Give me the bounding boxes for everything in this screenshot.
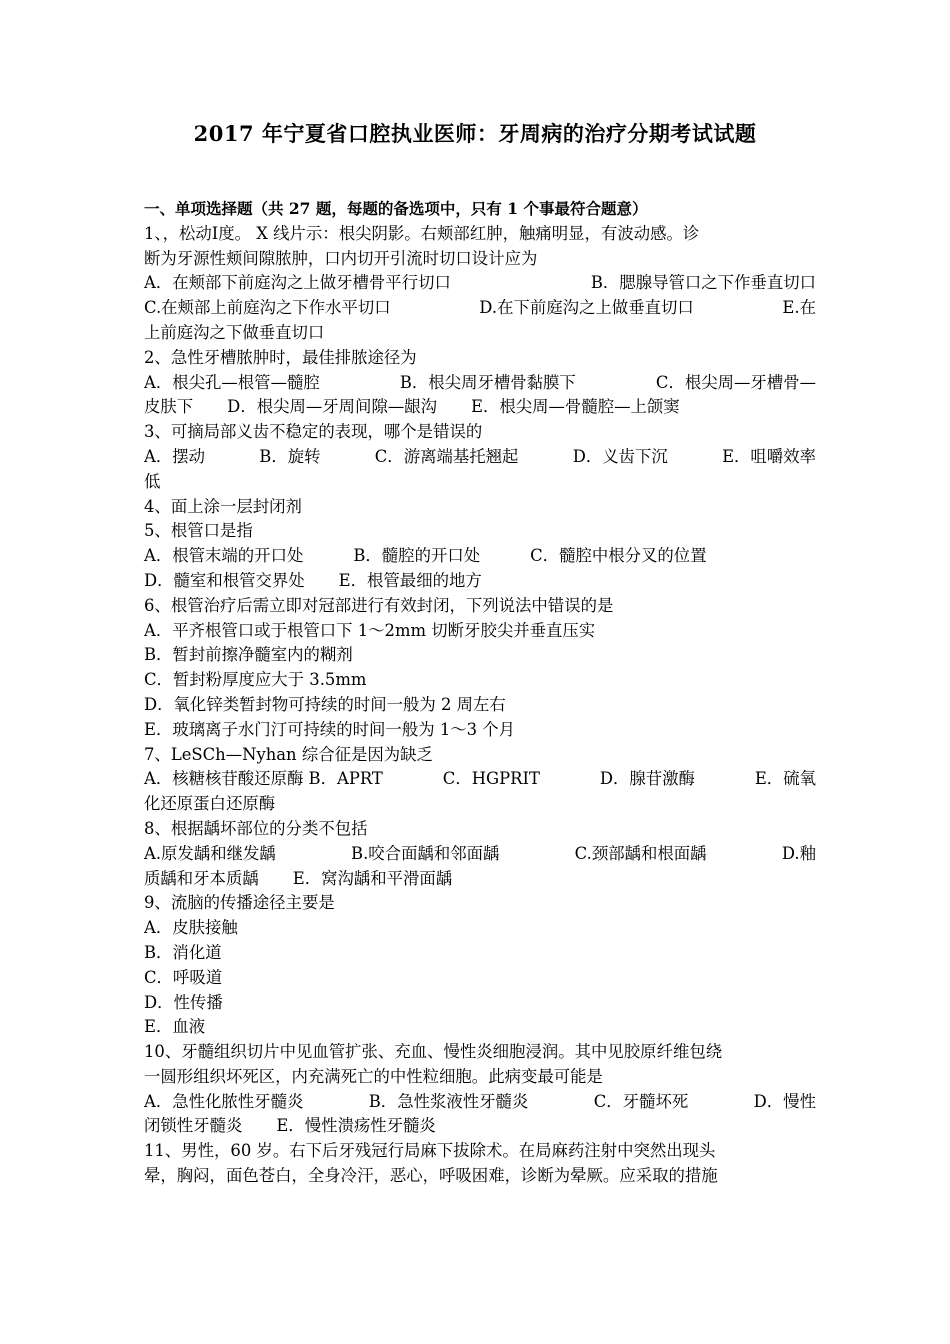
option: E．根管最细的地方 xyxy=(338,570,482,590)
option: D．腺苷激酶 xyxy=(599,769,695,789)
question-text: 晕，胸闷，面色苍白，全身冷汗，恶心，呼吸困难，诊断为晕厥。应采取的措施 xyxy=(144,1166,718,1186)
question-text: 3、可摘局部义齿不稳定的表现，哪个是错误的 xyxy=(144,422,483,442)
option: D．慢性 xyxy=(753,1091,816,1111)
option: E．慢性溃疡性牙髓炎 xyxy=(276,1116,436,1136)
option-row xyxy=(144,271,816,296)
exam-content xyxy=(144,197,816,1189)
option: B．髓腔的开口处 xyxy=(353,546,481,566)
option: C．根尖周—牙槽骨— xyxy=(655,372,816,392)
option: E．血液 xyxy=(144,1017,206,1037)
question-text: 9、流脑的传播途径主要是 xyxy=(144,893,335,913)
question-text: 一圆形组织坏死区，内充满死亡的中性粒细胞。此病变最可能是 xyxy=(144,1066,603,1086)
question-text: 5、根管口是指 xyxy=(144,521,253,541)
page-title: 2017 年宁夏省口腔执业医师：牙周病的治疗分期考试试题 xyxy=(193,121,757,146)
option: A.原发龋和继发龋 xyxy=(144,843,276,863)
section-heading: 一、单项选择题（共 27 题，每题的备选项中，只有 1 个事最符合题意） xyxy=(144,199,648,218)
option: C．暂封粉厚度应大于 3.5mm xyxy=(144,670,367,690)
option-row xyxy=(144,569,816,594)
question-text: 10、牙髓组织切片中见血管扩张、充血、慢性炎细胞浸润。其中见胶原纤维包绕 xyxy=(144,1042,723,1062)
question-text: 1、，松动Ⅰ度。 X 线片示：根尖阴影。右颊部红肿，触痛明显，有波动感。诊 xyxy=(144,223,700,243)
option: E．硫氧 xyxy=(754,769,816,789)
option-row xyxy=(144,544,816,569)
option: B．旋转 xyxy=(259,446,321,466)
question-text: 11、男性，60 岁。右下后牙残冠行局麻下拔除术。在局麻药注射中突然出现头 xyxy=(144,1141,716,1161)
option: C．游离端基托翘起 xyxy=(374,446,519,466)
option: C．髓腔中根分叉的位置 xyxy=(530,546,707,566)
option: E．玻璃离子水门汀可持续的时间一般为 1～3 个月 xyxy=(144,719,516,739)
question-text: 7、LeSCh—Nyhan 综合征是因为缺乏 xyxy=(144,744,433,764)
option: 闭锁性牙髓炎 xyxy=(144,1116,243,1136)
option: E．根尖周—骨髓腔—上颌窦 xyxy=(471,397,680,417)
option-row xyxy=(144,395,816,420)
option: D.釉 xyxy=(781,843,816,863)
option: B．消化道 xyxy=(144,942,222,962)
option: E.在 xyxy=(782,298,816,318)
option: A．在颊部下前庭沟之上做牙槽骨平行切口 xyxy=(144,273,451,293)
option: D．氧化锌类暂封物可持续的时间一般为 2 周左右 xyxy=(144,694,506,714)
option: A．平齐根管口或于根管口下 1～2mm 切断牙胶尖并垂直压实 xyxy=(144,620,596,640)
option: D.在下前庭沟之上做垂直切口 xyxy=(479,298,694,318)
option: B.咬合面龋和邻面龋 xyxy=(351,843,500,863)
question-text: 4、面上涂一层封闭剂 xyxy=(144,496,302,516)
question-text: 8、根据龋坏部位的分类不包括 xyxy=(144,818,368,838)
option: B．根尖周牙槽骨黏膜下 xyxy=(399,372,576,392)
option: C．呼吸道 xyxy=(144,967,223,987)
option-row xyxy=(144,445,816,470)
option-continuation: 低 xyxy=(144,471,161,491)
option: C.在颊部上前庭沟之下作水平切口 xyxy=(144,298,391,318)
option-row xyxy=(144,842,816,867)
option: D．根尖周—牙周间隙—龈沟 xyxy=(227,397,438,417)
option: C.颈部龋和根面龋 xyxy=(574,843,707,863)
option: C．HGPRIT xyxy=(442,769,540,789)
option: B．腮腺导管口之下作垂直切口 xyxy=(590,273,816,293)
option: 皮肤下 xyxy=(144,397,194,417)
option-row xyxy=(144,296,816,321)
option: D．义齿下沉 xyxy=(572,446,668,466)
question-text: 6、根管治疗后需立即对冠部进行有效封闭，下列说法中错误的是 xyxy=(144,595,614,615)
question-text: 断为牙源性颊间隙脓肿，口内切开引流时切口设计应为 xyxy=(144,248,538,268)
option: C．牙髓坏死 xyxy=(593,1091,689,1111)
question-text: 2、急性牙槽脓肿时，最佳排脓途径为 xyxy=(144,347,417,367)
option: A．根管末端的开口处 xyxy=(144,546,304,566)
option-row xyxy=(144,1114,816,1139)
option-continuation: 上前庭沟之下做垂直切口 xyxy=(144,322,325,342)
option: D．髓室和根管交界处 xyxy=(144,570,305,590)
option: B．暂封前擦净髓室内的糊剂 xyxy=(144,645,353,665)
option: A．根尖孔—根管—髓腔 xyxy=(144,372,320,392)
option-continuation: 化还原蛋白还原酶 xyxy=(144,794,276,814)
option-row xyxy=(144,1090,816,1115)
option: B．急性浆液性牙髓炎 xyxy=(368,1091,529,1111)
option-row xyxy=(144,867,816,892)
option-row xyxy=(144,371,816,396)
option: A．急性化脓性牙髓炎 xyxy=(144,1091,304,1111)
option: A．摆动 xyxy=(144,446,206,466)
option: A．皮肤接触 xyxy=(144,918,238,938)
option: E．咀嚼效率 xyxy=(722,446,816,466)
option: E．窝沟龋和平滑面龋 xyxy=(292,868,453,888)
option: A．核糖核苷酸还原酶 B．APRT xyxy=(144,769,383,789)
option: D．性传播 xyxy=(144,992,223,1012)
option-row xyxy=(144,767,816,792)
option: 质龋和牙本质龋 xyxy=(144,868,259,888)
